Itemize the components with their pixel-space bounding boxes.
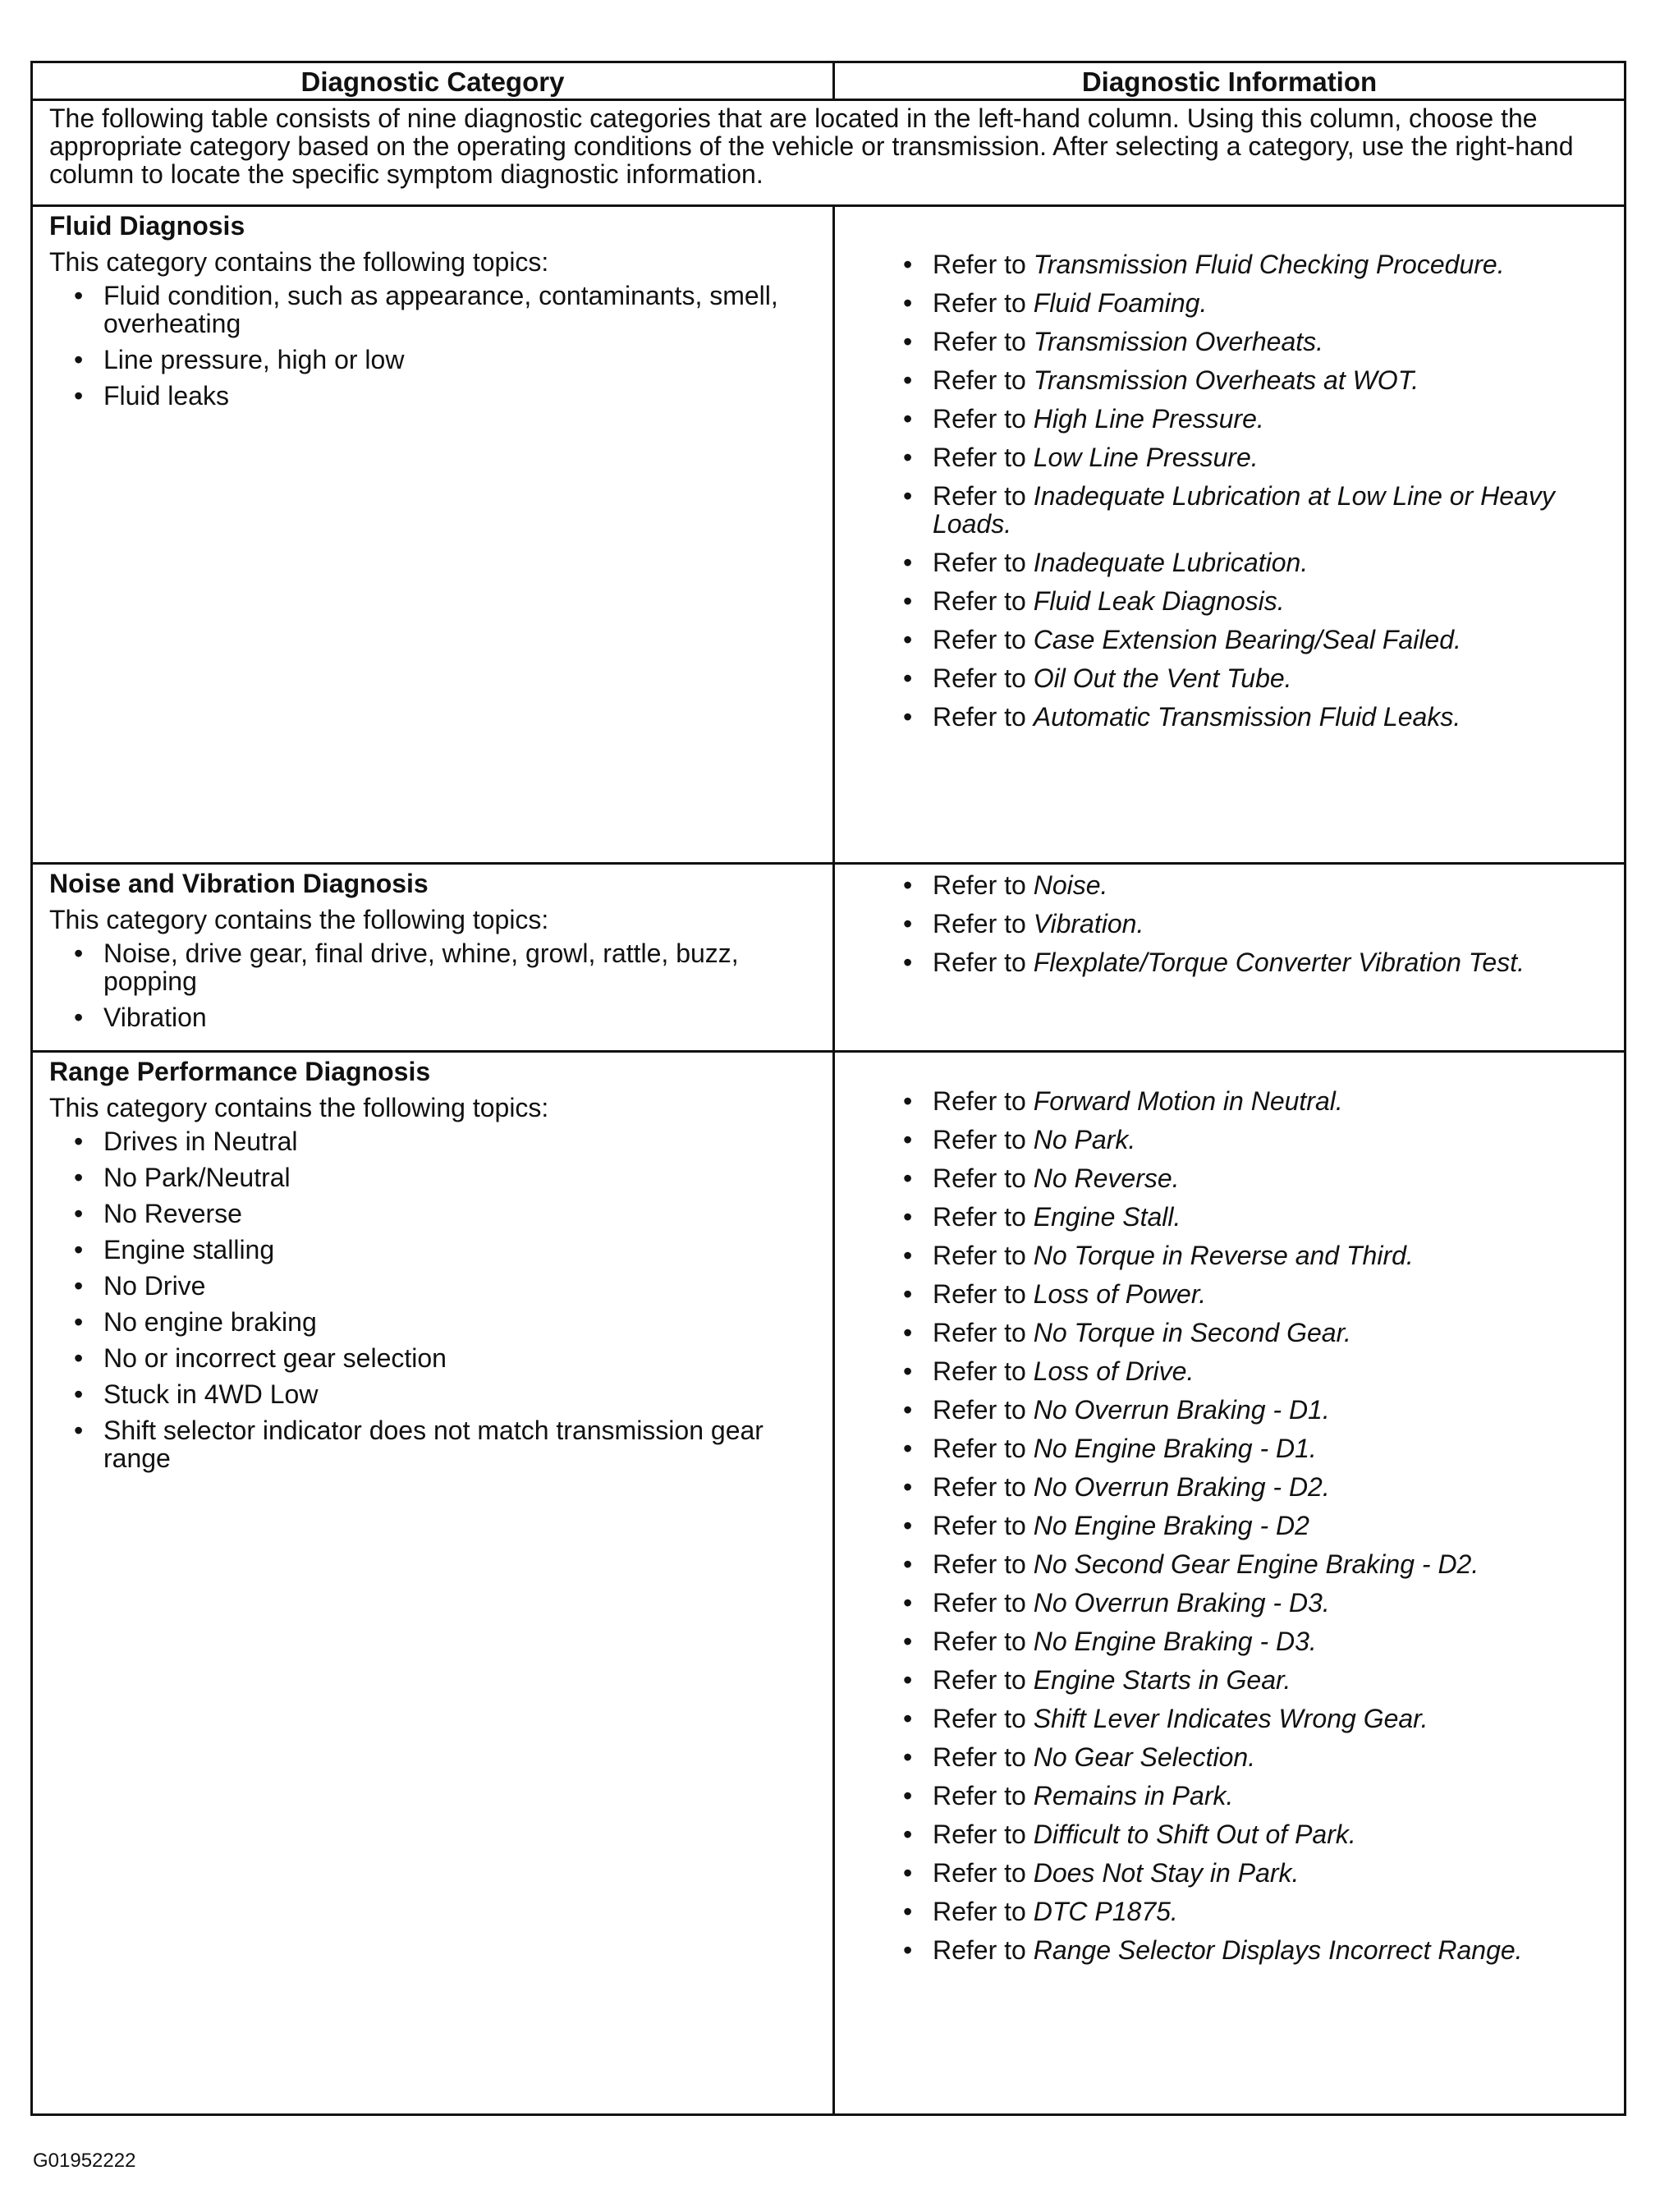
reference-item: • Refer to No Engine Braking - D3. [903, 1627, 1617, 1655]
section-range-information [862, 1087, 1617, 1975]
section-title: Noise and Vibration Diagnosis [49, 869, 429, 898]
reference-item: • Refer to No Engine Braking - D1. [903, 1434, 1617, 1462]
reference-list [862, 1087, 1617, 1964]
topic-list [49, 939, 821, 1031]
row-divider-noise [33, 1050, 1624, 1053]
figure-id: G01952222 [33, 2150, 136, 2172]
section-intro: This category contains the following topics: [49, 1093, 549, 1122]
topic-item: • Fluid condition, such as appearance, contaminants, smell, overheating [74, 282, 821, 337]
reference-item: • Refer to DTC P1875. [903, 1898, 1617, 1925]
reference-item: • Refer to No Overrun Braking - D2. [903, 1473, 1617, 1501]
reference-item: • Refer to Transmission Overheats at WOT. [903, 366, 1617, 394]
reference-item: • Refer to No Overrun Braking - D1. [903, 1396, 1617, 1424]
section-noise-information [862, 871, 1617, 987]
section-intro: This category contains the following topics: [49, 905, 549, 934]
intro-divider [33, 204, 1624, 207]
section-range-category [49, 1057, 821, 1480]
section-title: Fluid Diagnosis [49, 211, 245, 241]
reference-item: • Refer to Low Line Pressure. [903, 443, 1617, 471]
reference-item: • Refer to Inadequate Lubrication at Low Line or Heavy Loads. [903, 482, 1617, 538]
topic-item: • Stuck in 4WD Low [74, 1380, 821, 1408]
reference-item: • Refer to No Engine Braking - D2 [903, 1512, 1617, 1540]
reference-item: • Refer to No Gear Selection. [903, 1743, 1617, 1771]
reference-item: • Refer to Noise. [903, 871, 1617, 899]
topic-item: • Shift selector indicator does not match transmission gear range [74, 1416, 821, 1472]
column-header-information: Diagnostic Information [1081, 67, 1378, 97]
topic-item: • No or incorrect gear selection [74, 1344, 821, 1372]
reference-item: • Refer to No Reverse. [903, 1164, 1617, 1192]
reference-item: • Refer to Loss of Drive. [903, 1357, 1617, 1385]
reference-item: • Refer to Transmission Overheats. [903, 328, 1617, 356]
reference-item: • Refer to Shift Lever Indicates Wrong Gear. [903, 1705, 1617, 1732]
reference-item: • Refer to No Overrun Braking - D3. [903, 1589, 1617, 1617]
reference-item: • Refer to Oil Out the Vent Tube. [903, 664, 1617, 692]
reference-item: • Refer to No Torque in Second Gear. [903, 1319, 1617, 1347]
topic-item: • No Reverse [74, 1200, 821, 1228]
reference-item: • Refer to High Line Pressure. [903, 405, 1617, 433]
row-divider-fluid [33, 862, 1624, 865]
table-intro: The following table consists of nine diagnostic categories that are located in the left-hand column. Using this column, choose the appropriate category based on the operating conditions of the vehicle or transmission. After selecting a category, use the right-hand column to locate the specific symptom diagnostic information. [49, 103, 1574, 189]
diagnostic-table [30, 61, 1626, 2116]
reference-item: • Refer to Fluid Foaming. [903, 289, 1617, 317]
reference-item: • Refer to Engine Starts in Gear. [903, 1666, 1617, 1694]
section-fluid-category [49, 211, 821, 418]
topic-item: • Drives in Neutral [74, 1127, 821, 1155]
section-fluid-information [862, 250, 1617, 741]
topic-item: • No Drive [74, 1272, 821, 1300]
topic-list [49, 282, 821, 410]
reference-item: • Refer to Flexplate/Torque Converter Vibration Test. [903, 948, 1617, 976]
topic-item: • Noise, drive gear, final drive, whine, growl, rattle, buzz, popping [74, 939, 821, 995]
reference-item: • Refer to Engine Stall. [903, 1203, 1617, 1231]
topic-list [49, 1127, 821, 1472]
reference-item: • Refer to Transmission Fluid Checking Procedure. [903, 250, 1617, 278]
reference-item: • Refer to Inadequate Lubrication. [903, 548, 1617, 576]
reference-item: • Refer to No Park. [903, 1126, 1617, 1154]
topic-item: • No engine braking [74, 1308, 821, 1336]
reference-item: • Refer to Loss of Power. [903, 1280, 1617, 1308]
section-noise-category [49, 869, 821, 1039]
column-header-category: Diagnostic Category [300, 67, 565, 97]
reference-item: • Refer to No Torque in Reverse and Third. [903, 1241, 1617, 1269]
reference-item: • Refer to Automatic Transmission Fluid Leaks. [903, 703, 1617, 731]
reference-item: • Refer to Difficult to Shift Out of Park. [903, 1820, 1617, 1848]
reference-list [862, 250, 1617, 731]
topic-item: • Engine stalling [74, 1236, 821, 1264]
topic-item: • No Park/Neutral [74, 1163, 821, 1191]
topic-item: • Vibration [74, 1003, 821, 1031]
column-divider [832, 204, 835, 2113]
reference-item: • Refer to Forward Motion in Neutral. [903, 1087, 1617, 1115]
section-intro: This category contains the following topics: [49, 247, 549, 277]
topic-item: • Line pressure, high or low [74, 346, 821, 374]
section-title: Range Performance Diagnosis [49, 1057, 431, 1086]
reference-item: • Refer to Vibration. [903, 910, 1617, 938]
reference-item: • Refer to Remains in Park. [903, 1782, 1617, 1810]
reference-item: • Refer to Fluid Leak Diagnosis. [903, 587, 1617, 615]
reference-item: • Refer to Range Selector Displays Incorrect Range. [903, 1936, 1617, 1964]
topic-item: • Fluid leaks [74, 382, 821, 410]
reference-list [862, 871, 1617, 976]
reference-item: • Refer to Case Extension Bearing/Seal Failed. [903, 626, 1617, 654]
reference-item: • Refer to Does Not Stay in Park. [903, 1859, 1617, 1887]
reference-item: • Refer to No Second Gear Engine Braking - D2. [903, 1550, 1617, 1578]
